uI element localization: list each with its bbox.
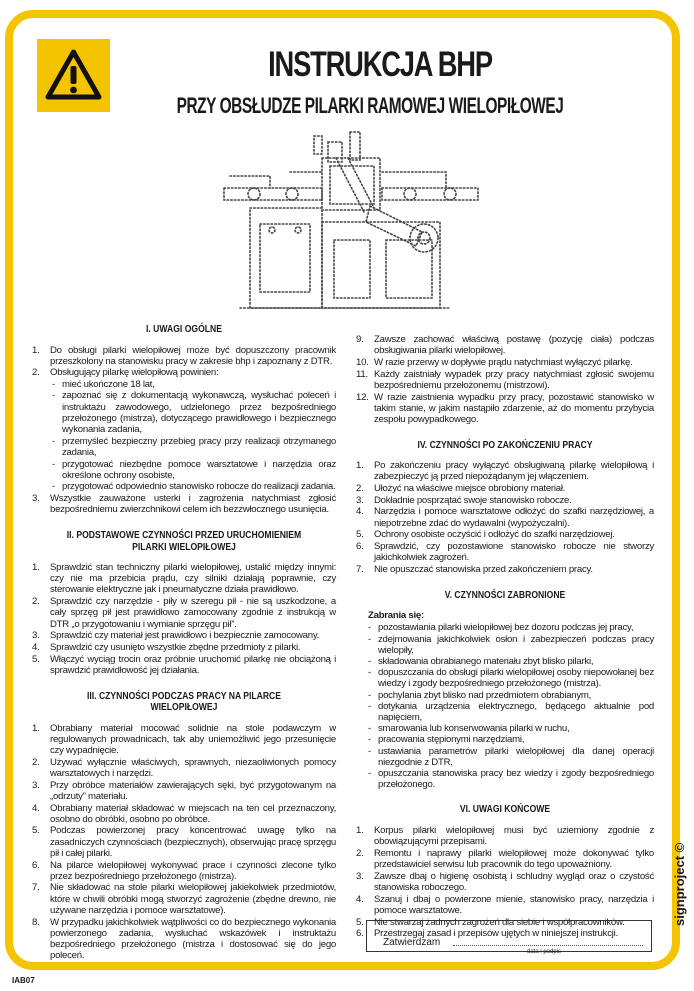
list-item: 1. Sprawdzić stan techniczny pilarki wielopiłowej, ustalić między innymi: czy nie ma przebicia prądu, czy silniki działają poprawnie, czy sterowanie elektryczne jak i pneumatyczne działa prawidłowo. [32, 562, 336, 596]
approval-box [366, 920, 652, 955]
right-column [356, 334, 654, 940]
list-item: 1. Do obsługi pilarki wielopiłowej może być dopuszczony pracownik przeszkolony na stanowisku pracy w zakresie bhp i zapoznany z DTR. [32, 344, 336, 367]
sub-list-item: - przygotować niezbędne pomoce warsztatowe i narzędzia oraz określone ochrony osobiste, [50, 459, 336, 481]
list-item: 2. Remontu i naprawy pilarki wielopiłowej może dokonywać tylko przedstawiciel serwisu lub pracownik do tego upoważniony. [356, 847, 654, 871]
forbidden-item: - zdejmowania jakichkolwiek osłon i zabezpieczeń podczas pracy wielopiły, [366, 634, 654, 656]
section-heading: I. UWAGI OGÓLNE [146, 324, 222, 335]
list-item: 12. W razie zaistnienia wypadku przy pracy, pozostawić stanowisko w takim stanie, w jakim nastąpiło zdarzenie, aż do momentu przybycia zespołu powypadkowego. [356, 391, 654, 425]
list-item: 6. Sprawdzić, czy pozostawione stanowisko robocze nie stworzy jakichkolwiek zagrożeń. [356, 541, 654, 564]
list-item: 2. Ułożyć na właściwe miejsce obrobiony materiał. [356, 483, 566, 495]
list-item: 7. Nie składować na stole pilarki wielopiłowej jakiekolwiek przedmiotów, które w chwili obróbki mogą stworzyć zagrożenie (zbędne drewno, nie używane narzędzia i pomoce warsztatowe). [32, 882, 336, 916]
list-item: 5. Włączyć wyciąg trocin oraz próbnie uruchomić pilarkę nie obciążoną i sprawdzić prawidłowość jej działania. [32, 653, 336, 676]
forbidden-item: - pozostawiania pilarki wielopiłowej bez dozoru podczas jej pracy, [366, 622, 654, 633]
list-item: 4. Szanuj i dbaj o powierzone mienie, stanowisko pracy, narzędzia i pomoce warsztatowe. [356, 893, 654, 916]
forbidden-item: - dotykania urządzenia elektrycznego, będącego aktualnie pod napięciem, [366, 701, 654, 723]
list-item: 1. Obrabiany materiał mocować solidnie na stole podawczym w regulowanych prowadnicach, tak aby uniemożliwić jego przesunięcie czy wypadnięcie. [32, 722, 336, 756]
list-item: 5. Nie stwarzaj żadnych zagrożeń dla siebie i współpracowników. [356, 916, 625, 928]
list-item: 11. Każdy zaistniały wypadek przy pracy natychmiast zgłosić swojemu bezpośredniemu przełożonemu (mistrzowi). [356, 368, 654, 391]
forbidden-item: - pochylania zbyt blisko nad przedmiotem obrabianym, [366, 690, 654, 701]
list-item: 3. Zawsze dbaj o higienę osobistą i schludny wygląd oraz o czystość stanowiska roboczego. [356, 870, 654, 893]
list-item: 4. Narzędzia i pomoce warsztatowe odłożyć do szafki narzędziowej, a niepotrzebne zdać do wydawalni (wypożyczalni). [356, 506, 654, 529]
sub-list-item: - mieć ukończone 18 lat, [50, 379, 336, 390]
list-item: 9. Zawsze zachować właściwą postawę (pozycję ciała) podczas obsługiwania pilarki wielopiłowej. [356, 334, 654, 357]
section-heading: II. PODSTAWOWE CZYNNOŚCI PRZED URUCHOMIENIEM PILARKI WIELOPIŁOWEJ [66, 530, 302, 553]
saw-machine-illustration [210, 128, 486, 314]
list-item: 2. Sprawdzić czy narzędzie - piły w szeregu pił - nie są uszkodzone, a cały sprzęg pił jest prawidłowo zamocowany zgodnie z instrukcją w DTR „o przygotowaniu i wymianie sprzęgu pił”. [32, 596, 336, 630]
list-item: 1. Po zakończeniu pracy wyłączyć obsługiwaną pilarkę wielopiłową i zabezpieczyć ją przed niepożądanym jej włączeniem. [356, 460, 654, 483]
forbidden-item: - pracowania stępionymi narzędziami, [366, 734, 654, 745]
warning-sign [37, 39, 110, 112]
list-item: 5. Podczas powierzonej pracy koncentrować uwagę tylko na zasadniczych czynnościach (bezpiecznych), obserwując pracę sprzęgu pił i całej pilarki. [32, 825, 336, 859]
left-column [32, 320, 336, 962]
forbidden-item: - dopuszczania do obsługi pilarki wielopiłowej osoby niepowołanej bez wiedzy i zgody bezpośredniego przełożonego (mistrza). [366, 667, 654, 689]
section-heading: V. CZYNNOŚCI ZABRONIONE [444, 589, 566, 601]
page-subtitle: PRZY OBSŁUDZE PILARKI RAMOWEJ WIELOPIŁOWEJ [176, 93, 564, 118]
sub-list-item: - zapoznać się z dokumentacją wykonawczą, wysłuchać poleceń i instruktażu zawodowego, udzielonego przez bezpośredniego przełożonego (mistrza), dotyczącego prawidłowego i bezpiecznego wykonania zadania, [50, 390, 336, 435]
list-item: 2. Używać wyłącznie właściwych, sprawnych, niezaoliwionych pomocy warsztatowych i narzędzi. [32, 756, 336, 779]
page-title: INSTRUKCJA BHP [268, 45, 492, 84]
section-heading: IV. CZYNNOŚCI PO ZAKOŃCZENIU PRACY [417, 439, 593, 451]
list-item: 10. W razie przerwy w dopływie prądu natychmiast wyłączyć pilarkę. [356, 356, 633, 368]
section-heading: VI. UWAGI KOŃCOWE [459, 804, 551, 816]
list-item: 4. Obrabiany materiał składować w miejscach na ten cel przeznaczony, osobno do obróbki, osobno po obróbce. [32, 802, 336, 825]
list-item: 6. Przestrzegaj zasad i przepisów ujętych w niniejszej instrukcji. [356, 928, 618, 940]
forbidden-item: - składowania obrabianego materiału zbyt blisko pilarki, [366, 656, 654, 667]
list-item: 3. Przy obróbce materiałów zawierających sęki, być przygotowanym na „odrzuty” materiału. [32, 779, 336, 802]
sign-code: IAB07 [12, 976, 35, 985]
list-item: 1. Korpus pilarki wielopiłowej musi być uziemiony zgodnie z obowiązującymi przepisami. [356, 824, 654, 848]
list-item: 8. W przypadku jakichkolwiek wątpliwości co do bezpiecznego wykonania powierzonego zadania, wysłuchać wskazówek i instruktażu bezpośredniego przełożonego (mistrza i dostosować się do jego poleceń. [32, 916, 336, 962]
forbidden-item: - smarowania lub konserwowania pilarki w ruchu, [366, 723, 654, 734]
list-item: 6. Na pilarce wielopiłowej wykonywać prace i czynności zlecone tylko przez bezpośredniego przełożonego (mistrza). [32, 859, 336, 882]
approval-hint: data i podpis [527, 949, 562, 955]
signature-line [453, 945, 643, 946]
approval-label: Zatwierdzam [383, 937, 441, 948]
list-item: 5. Ochrony osobiste oczyścić i odłożyć do szafki narzędziowej. [356, 529, 615, 541]
warning-triangle-icon [45, 49, 102, 101]
list-item: 2. Obsługujący pilarkę wielopiłową powinien: - mieć ukończone 18 lat, - zapoznać się z dokumentacją wykonawczą, wysłuchać poleceń i instruktażu zawodowego, udzielonego przez bezpośredniego przełożonego (mistrza), dotyczącego prawidłowego i bezpiecznego wykonania zadania, - przemyśleć bezpieczny przebieg pracy przy realizacji otrzymanego zadania, - przygotować niezbędne pomoce warsztatowe i narzędzia oraz określone ochrony osobiste, - przygotować odpowiednio stanowisko robocze do realizacji zadania. [32, 367, 336, 492]
list-item: 7. Nie opuszczać stanowiska przed zakończeniem pracy. [356, 563, 593, 575]
sub-list-item: - przygotować odpowiednio stanowisko robocze do realizacji zadania. [50, 481, 336, 492]
list-item: 3. Dokładnie posprzątać swoje stanowisko robocze. [356, 494, 572, 506]
list-item: 4. Sprawdzić czy usunięto wszystkie zbędne przedmioty z pilarki. [32, 641, 301, 653]
list-item: 3. Wszystkie zauważone usterki i zagrożenia natychmiast zgłosić bezpośredniemu zwierzchnikowi celem ich bezzwłocznego usunięcia. [32, 493, 336, 516]
list-item: 3. Sprawdzić czy materiał jest prawidłowo i bezpiecznie zamocowany. [32, 630, 320, 642]
brand-label: signproject © [672, 842, 687, 926]
forbidden-lead: Zabrania się: [368, 610, 424, 622]
sub-list-item: - przemyśleć bezpieczny przebieg pracy przy realizacji otrzymanego zadania, [50, 436, 336, 458]
section-heading: III. CZYNNOŚCI PODCZAS PRACY NA PILARCE WIELOPIŁOWEJ [86, 690, 281, 714]
forbidden-item: - ustawiania parametrów pilarki wielopiłowej dla danej operacji niezgodnie z DTR, [366, 746, 654, 768]
forbidden-item: - opuszczania stanowiska pracy bez wiedzy i zgody bezpośredniego przełożonego. [366, 768, 654, 790]
